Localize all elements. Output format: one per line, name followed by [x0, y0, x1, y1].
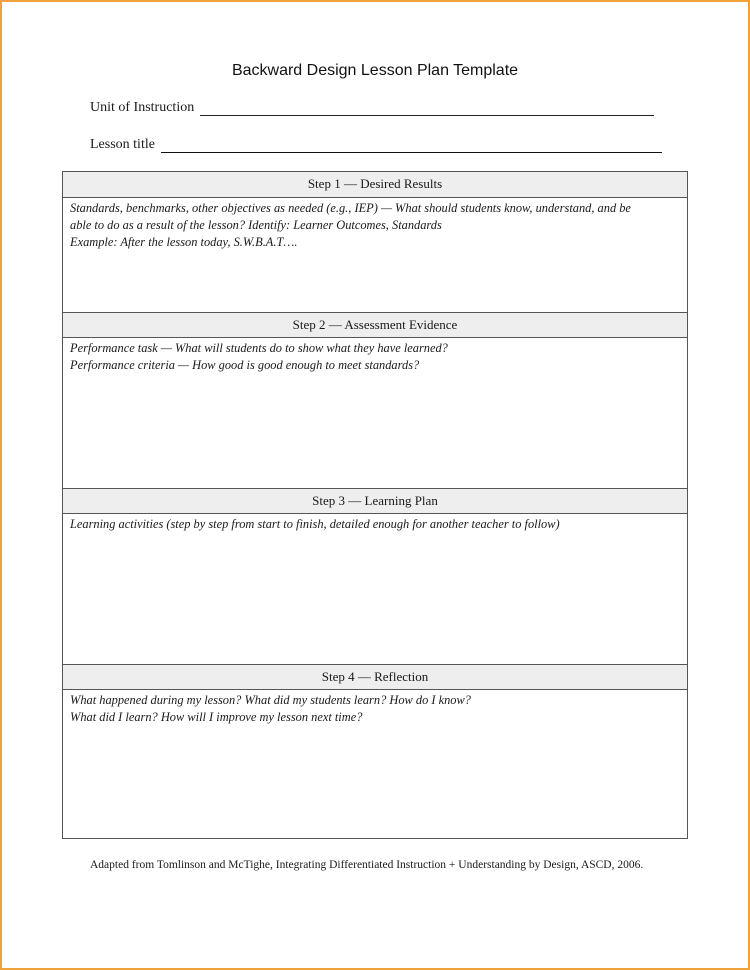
- step-3-header: Step 3 — Learning Plan: [63, 488, 687, 514]
- step-3-body: [63, 514, 687, 664]
- unit-of-instruction-blank-line: [200, 103, 654, 116]
- lesson-title-blank-line: [161, 140, 662, 153]
- lesson-title-label: Lesson title: [90, 137, 155, 152]
- step-2-header: Step 2 — Assessment Evidence: [63, 312, 687, 338]
- footer-citation: Adapted from Tomlinson and McTighe, Integrating Differentiated Instruction + Understanding by Design, ASCD, 2006.: [90, 859, 644, 871]
- step-1-prompt-line: able to do as a result of the lesson? Identify: Learner Outcomes, Standards: [70, 218, 442, 232]
- lesson-title-field: [90, 137, 662, 153]
- step-3-prompt-line: Learning activities (step by step from start to finish, detailed enough for another teacher to follow): [70, 517, 560, 531]
- step-4-body: [63, 690, 687, 838]
- unit-of-instruction-label: Unit of Instruction: [90, 100, 195, 115]
- lesson-plan-table: [62, 171, 688, 839]
- step-2-prompt-line: Performance task — What will students do to show what they have learned?: [70, 341, 448, 355]
- step-1-body: [63, 198, 687, 312]
- unit-of-instruction-field: [90, 100, 654, 116]
- step-4-prompt-line: What happened during my lesson? What did my students learn? How do I know?: [70, 693, 471, 707]
- step-4-header: Step 4 — Reflection: [63, 664, 687, 690]
- step-4-prompt-line: What did I learn? How will I improve my lesson next time?: [70, 710, 363, 724]
- page-title: Backward Design Lesson Plan Template: [231, 62, 519, 79]
- step-1-prompt-line: Example: After the lesson today, S.W.B.A.T….: [70, 235, 298, 249]
- step-2-prompt-line: Performance criteria — How good is good enough to meet standards?: [70, 358, 420, 372]
- step-2-body: [63, 338, 687, 488]
- step-1-prompt-line: Standards, benchmarks, other objectives as needed (e.g., IEP) — What should students know, understand, and be: [70, 201, 631, 215]
- step-1-header: Step 1 — Desired Results: [63, 172, 687, 198]
